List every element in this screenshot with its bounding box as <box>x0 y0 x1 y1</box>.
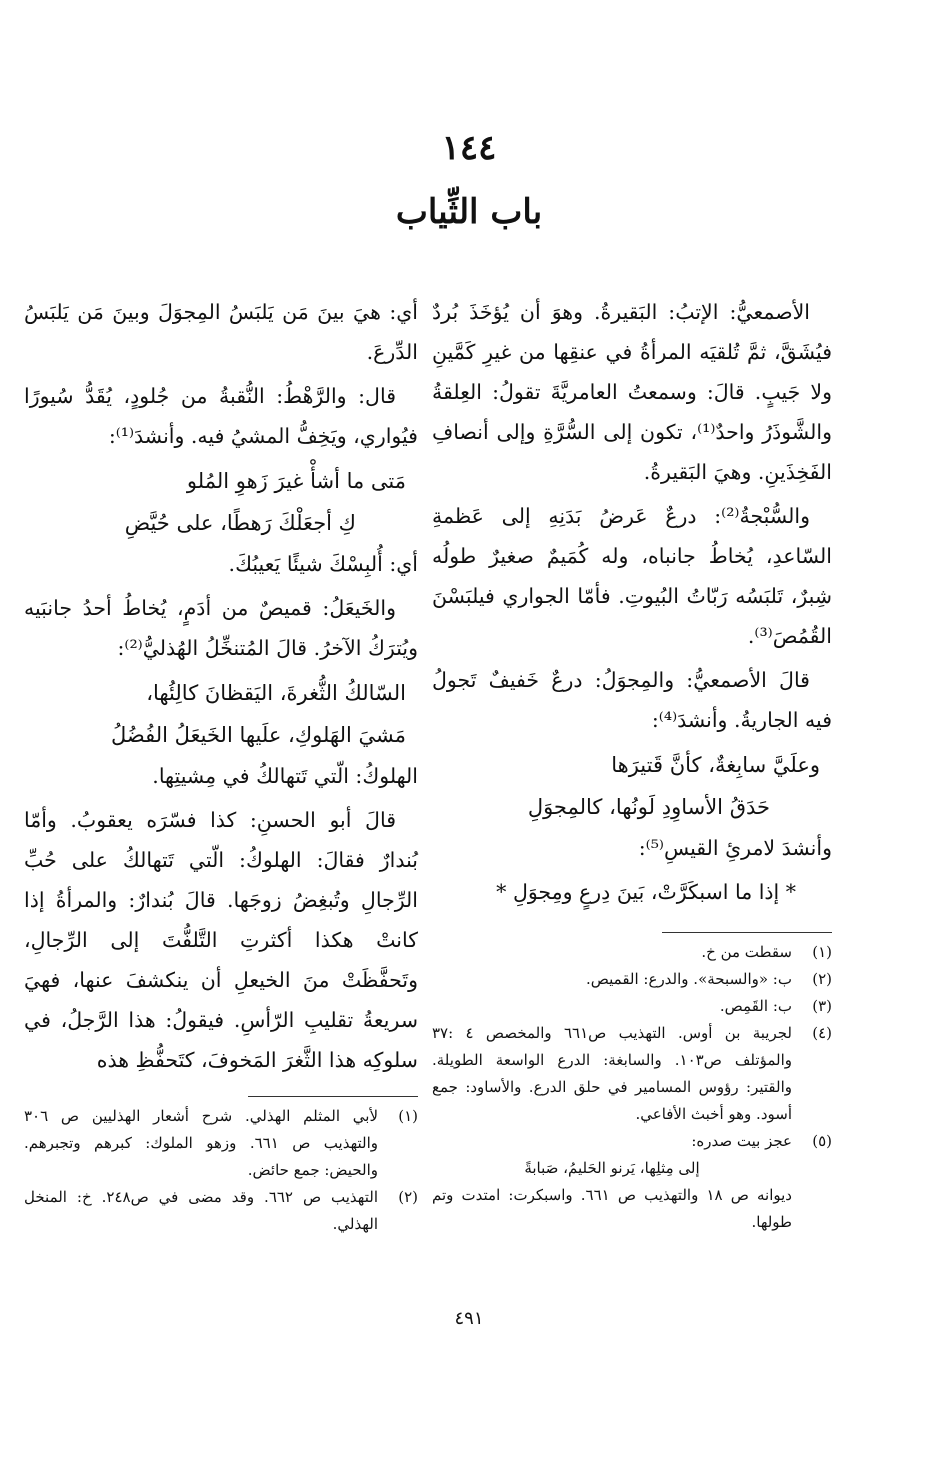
right-column-body <box>432 292 832 912</box>
verse-line: السّالكُ الثُّغرةَ، اليَقظانَ كالِئُها، <box>146 681 406 705</box>
paragraph: الأصمعيُّ: الإتبُ: البَقيرةُ. وهوَ أن يُؤخَذَ بُردٌ فيُشَقَّ، ثمَّ تُلقيَه المرأةُ في عنقِها من غيرِ كَمَّينِ ولا جَيبٍ. قالَ: وسمعتُ العامريَّةَ تقولُ: العِلقةُ والشَّوذَرُ واحدٌ⁽¹⁾، تكون إلى السُّرَّةِ وإلى أنصافِ الفَخِذَينِ. وهيَ البَقيرةُ. <box>432 300 832 484</box>
footnote: (١) سقطت من خ. <box>701 943 832 961</box>
footnote: (٢) التهذيب ص ٦٦٢. وقد مضى في ص٢٤٨. خ: المنخل الهذلي. <box>24 1188 418 1233</box>
footnote: (٥) عجز بيت صدره: <box>691 1132 832 1150</box>
verse-line: وعلَيَّ سابِغةٌ، كأنَّ قَتيرَها <box>611 753 820 777</box>
paragraph: أي: هيَ بينَ مَن يَلبَسُ المِجوَلَ وبينَ مَن يَلبَسُ الدِّرعَ. <box>24 300 418 364</box>
paragraph: قال: والرَّهْطُ: النُّقبةُ من جُلودٍ، يُقَدُّ سُيورًا فيُواري، ويَخِفُّ المشيُ فيه. وأنشدَ⁽¹⁾: <box>24 384 418 448</box>
left-column <box>24 292 418 1238</box>
paragraph: أي: أُلبِسْكَ شيئًا يَعيبُكَ. <box>228 552 418 576</box>
paragraph: والخَيعَلُ: قميصٌ من أدَمٍ، يُخاطُ أحدُ جانبَيه ويُترَكُ الآخرُ. قالَ المُتنخِّلُ الهُذليُّ⁽²⁾: <box>24 596 418 660</box>
verse-line: كِ أجعَلْكَ رَهطًا، على حُيَّضِ <box>124 511 356 535</box>
footnote: (٣) ب: القَمِص. <box>719 997 832 1015</box>
left-footnotes <box>24 1103 418 1238</box>
section-number: ١٤٤ <box>441 128 497 168</box>
footnote: (٢) ب: «والسبحة». والدرع: القميص. <box>586 970 832 988</box>
footnote-divider <box>248 1096 418 1097</box>
paragraph: قالَ الأصمعيُّ: والمِجوَلُ: درعٌ خَفيفٌ تَجولُ فيه الجاريةُ. وأنشدَ⁽⁴⁾: <box>432 668 832 732</box>
page-number: ٤٩١ <box>454 1308 484 1329</box>
left-column-body <box>24 292 418 1080</box>
verse-line: مَشيَ الهَلوكِ، علَيها الخَيعَلُ الفُضُلُ <box>110 723 406 747</box>
footnote-verse: إلى مِثلِها، يَرنو الحَليمُ، صَبابةً <box>524 1159 700 1177</box>
paragraph: الهلوكُ: الّتي تَتهالكُ في مِشيتِها. <box>152 764 418 788</box>
chapter-title: باب الثِّياب <box>395 192 543 232</box>
verse-line: مَتى ما أشأْ غيرَ زَهوِ المُلو <box>186 469 406 493</box>
footnote: (٤) لجريبة بن أوس. التهذيب ص٦٦١ والمخصص ٤ :٣٧ والمؤتلف ص١٠٣. والسابغة: الدرع الواسعة الطويلة. والقتير: رؤوس المسامير في حلق الدرع. والأساود: جمع أسود. وهو أخبث الأفاعي. <box>432 1024 832 1123</box>
paragraph: قالَ أبو الحسنِ: كذا فسّرَه يعقوبُ. وأمّا بُندارٌ فقالَ: الهلوكُ: الّتي تَتهالكُ على حُبِّ الرِّجالِ وتُبغِضُ زوجَها. قالَ بُندارٌ: والمرأةُ إذا كانتْ هكذا أكثرتِ التَّلفُّتَ إلى الرِّجالِ، وتَحفَّظَتْ منَ الخيعلِ أن ينكشفَ عنها، فهيَ سريعةُ تقليبِ الرّأسِ. فيقولُ: هذا الرَّجلُ، في سلوكِه هذا الثَّغرَ المَخوفَ، كتَحفُّظِ هذه <box>24 808 418 1072</box>
footnote: ديوانه ص ١٨ والتهذيب ص ٦٦١. واسبكرت: امتدت وتم طولها. <box>432 1186 792 1231</box>
footnote-divider <box>662 932 832 933</box>
verse-hemistich: * إذا ما اسبكَرَّتْ، بَينَ دِرعٍ ومِجوَلِ * <box>496 880 796 904</box>
footnote: (١) لأبي المثلم الهذلي. شرح أشعار الهذليين ص ٣٠٦ والتهذيب ص ٦٦١. وزهو الملوك: كبرهم وتجبرهم. والحيض: جمع حائض. <box>24 1107 418 1179</box>
right-footnotes <box>432 939 832 1236</box>
verse-line: حَدَقُ الأساوِدِ لَونُها، كالمِجوَلِ <box>527 795 770 819</box>
paragraph: والسُّبْجةُ⁽²⁾: درعٌ عَرضُ بَدَنِهِ إلى عَظمةِ السّاعدِ، يُخاطُ جانباه، وله كُمَيمٌ صغيرٌ طولُه شِبرٌ، تَلبَسُه رَبّاتُ البُيوتِ. فأمّا الجواري فيلبَسْنَ القُمُصَ⁽³⁾. <box>432 504 832 648</box>
paragraph: وأنشدَ لامرئِ القيسِ⁽⁵⁾: <box>638 836 832 860</box>
right-column <box>432 292 832 1236</box>
